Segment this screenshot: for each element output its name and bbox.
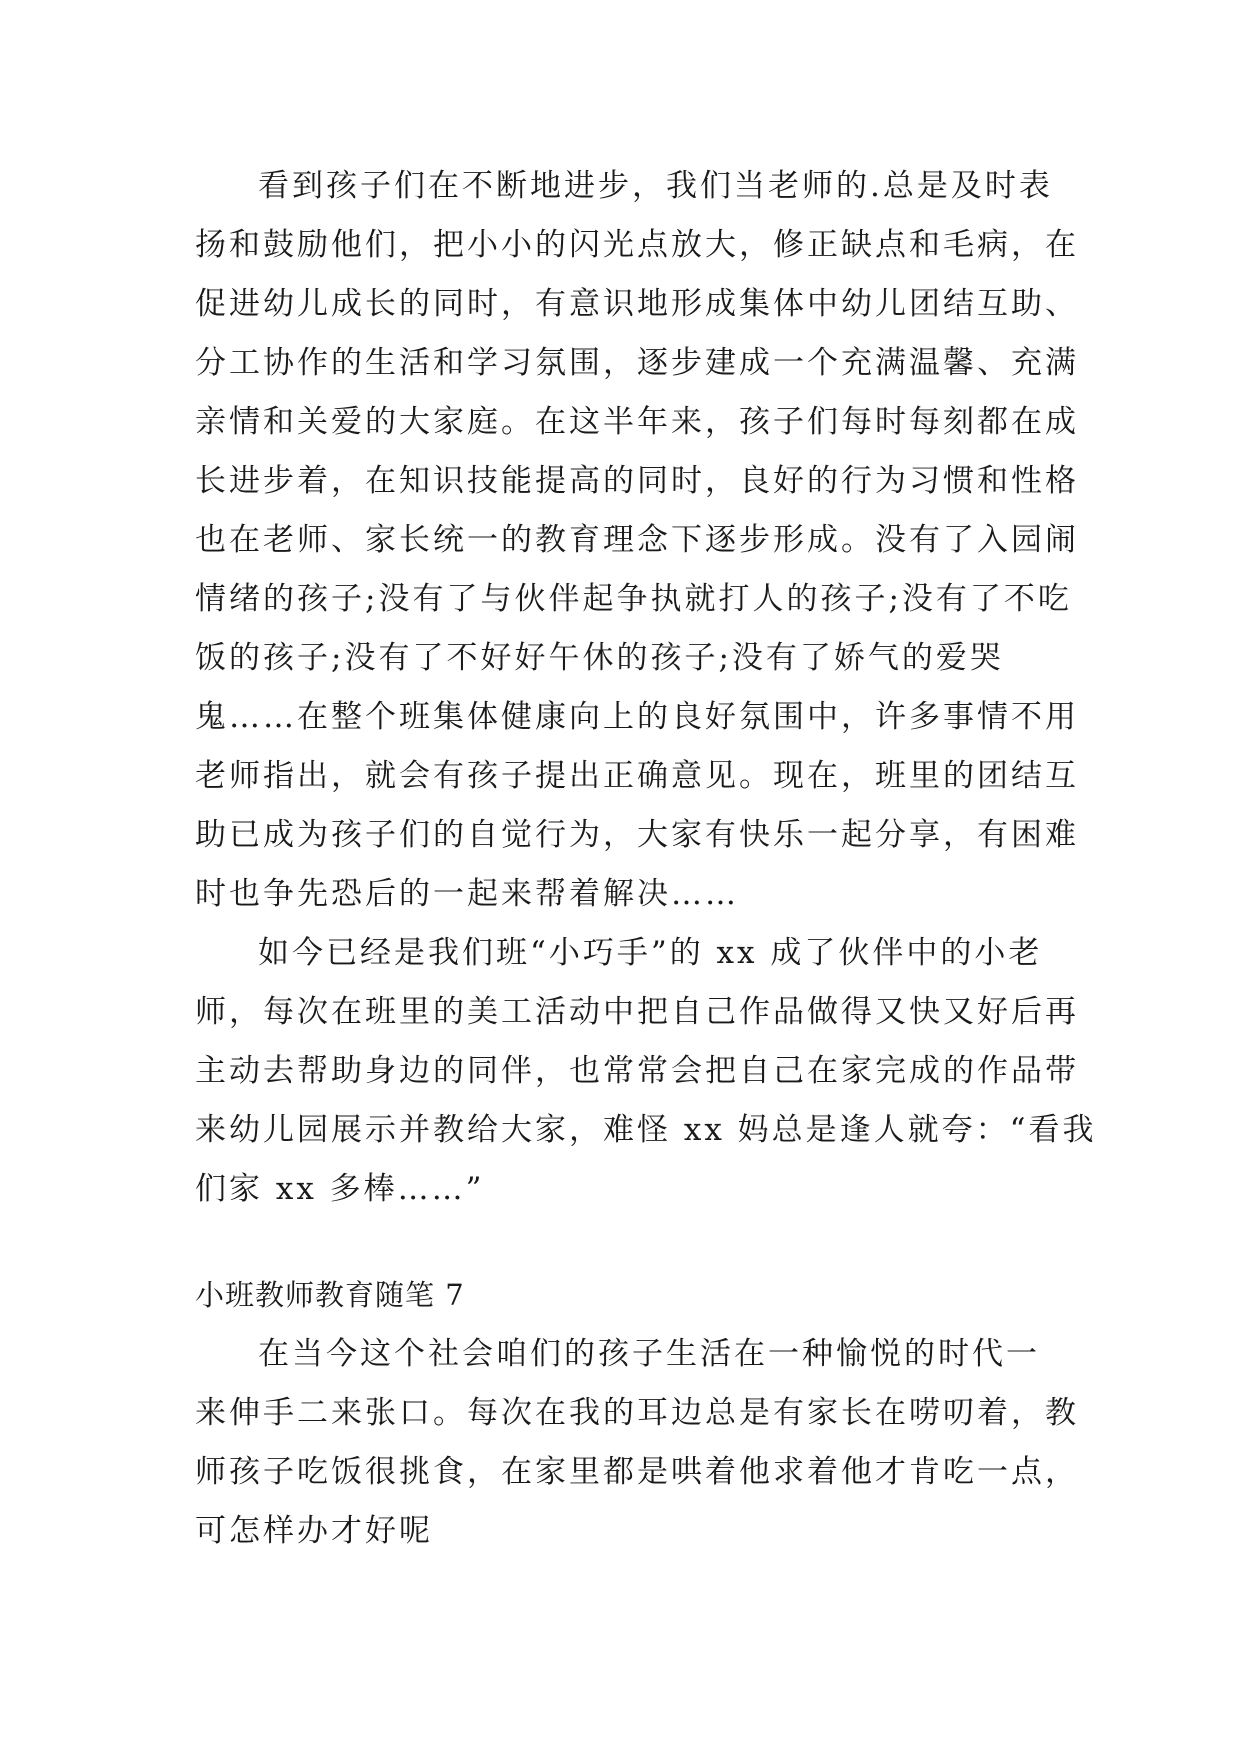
paragraph-3-line-1: 在当今这个社会咱们的孩子生活在一种愉悦的时代一	[258, 1336, 1040, 1372]
section-title: 小班教师教育随笔 7	[195, 1278, 465, 1312]
paragraph-1-line-5: 亲情和关爱的大家庭。在这半年来，孩子们每时每刻都在成	[195, 404, 1079, 440]
paragraph-2-line-5: 们家 xx 多棒……”	[195, 1171, 485, 1207]
paragraph-1-line-3: 促进幼儿成长的同时，有意识地形成集体中幼儿团结互助、	[195, 286, 1079, 322]
paragraph-1-line-2: 扬和鼓励他们，把小小的闪光点放大，修正缺点和毛病，在	[195, 227, 1079, 263]
paragraph-3-line-4: 可怎样办才好呢	[195, 1513, 433, 1549]
paragraph-2-line-4: 来幼儿园展示并教给大家，难怪 xx 妈总是逢人就夸：“看我	[195, 1112, 1097, 1148]
paragraph-1-line-6: 长进步着，在知识技能提高的同时，良好的行为习惯和性格	[195, 463, 1079, 499]
paragraph-1-line-1: 看到孩子们在不断地进步，我们当老师的.总是及时表	[258, 168, 1053, 204]
paragraph-2-line-1: 如今已经是我们班“小巧手”的 xx 成了伙伴中的小老	[258, 935, 1043, 971]
paragraph-2-line-3: 主动去帮助身边的同伴，也常常会把自己在家完成的作品带	[195, 1053, 1079, 1089]
paragraph-1-line-9: 饭的孩子;没有了不好好午休的孩子;没有了娇气的爱哭	[195, 640, 1004, 676]
paragraph-2-line-2: 师，每次在班里的美工活动中把自己作品做得又快又好后再	[195, 994, 1079, 1030]
paragraph-1-line-11: 老师指出，就会有孩子提出正确意见。现在，班里的团结互	[195, 758, 1079, 794]
paragraph-1-line-8: 情绪的孩子;没有了与伙伴起争执就打人的孩子;没有了不吃	[195, 581, 1072, 617]
paragraph-1-line-10: 鬼……在整个班集体健康向上的良好氛围中，许多事情不用	[195, 699, 1079, 735]
paragraph-3-line-3: 师孩子吃饭很挑食，在家里都是哄着他求着他才肯吃一点，	[195, 1454, 1079, 1490]
paragraph-1-line-4: 分工协作的生活和学习氛围，逐步建成一个充满温馨、充满	[195, 345, 1079, 381]
paragraph-3-line-2: 来伸手二来张口。每次在我的耳边总是有家长在唠叨着，教	[195, 1395, 1079, 1431]
paragraph-1-line-7: 也在老师、家长统一的教育理念下逐步形成。没有了入园闹	[195, 522, 1079, 558]
paragraph-1-line-12: 助已成为孩子们的自觉行为，大家有快乐一起分享，有困难	[195, 817, 1079, 853]
paragraph-1-line-13: 时也争先恐后的一起来帮着解决……	[195, 876, 739, 912]
